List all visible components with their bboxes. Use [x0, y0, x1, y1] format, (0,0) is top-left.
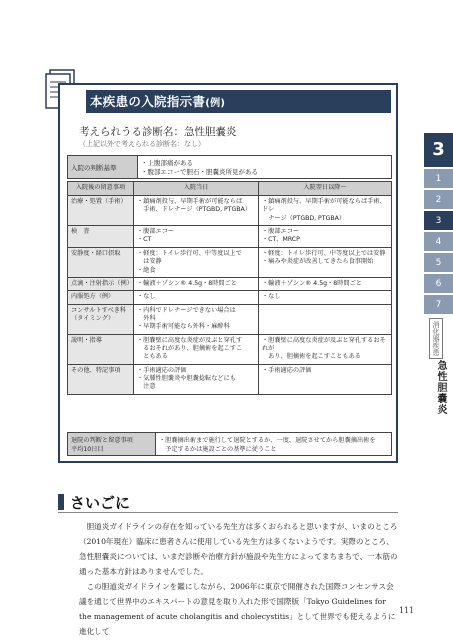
table-row — [68, 247, 392, 277]
chapter-number-tab[interactable]: 3 — [424, 210, 453, 230]
chapter-number-tab[interactable]: 7 — [424, 294, 453, 314]
section-title: さいごに — [70, 494, 131, 512]
criteria-cell — [138, 156, 392, 179]
category-label: 消化器疾患 — [429, 318, 443, 359]
following-days-cell — [259, 304, 392, 334]
cell-line: ・手術適応の評価 — [262, 366, 312, 374]
criteria-head: 入院の判断基準 — [68, 156, 138, 179]
following-days-cell — [259, 247, 392, 277]
cell-line: ・気腫性胆嚢炎や胆嚢捻転などにも — [137, 375, 236, 383]
row-head: 安静度・経口摂取 — [68, 247, 134, 277]
following-days-cell — [259, 291, 392, 304]
chapter-number-tab[interactable]: 2 — [424, 189, 453, 209]
row-head: 検 査 — [68, 226, 134, 248]
cell-line: ・痛みや炎症が改善してきたら食事開始 — [262, 258, 374, 266]
cell-line: ともある — [137, 353, 168, 361]
section-bar — [58, 494, 64, 510]
cell-line: ・軽度：トイレ歩行可、中等度以上で — [137, 249, 242, 257]
cell-line: ・CT — [137, 236, 152, 244]
admission-day-cell — [134, 247, 259, 277]
orders-body — [68, 196, 392, 395]
cell-line: ・なし — [137, 293, 156, 301]
discharge-text-line: 予定するかは施設ごとの基準に従うこと — [159, 446, 277, 453]
cell-line: ・輸液＋ゾシン® 4.5g・8時間ごと — [137, 279, 237, 287]
cell-line: ・絶食 — [137, 266, 156, 274]
section-body — [79, 519, 399, 639]
table-row — [68, 364, 392, 394]
admission-day-cell — [134, 291, 259, 304]
table-row — [68, 304, 392, 334]
following-days-cell — [259, 277, 392, 290]
topic-label: 急性胆嚢炎 — [435, 360, 446, 415]
table-row — [68, 291, 392, 304]
cell-line: あり、胆摘術を起こすこともある — [262, 353, 361, 361]
cell-line: 外科 — [137, 314, 156, 322]
cell-line: ・輸液＋ゾシン® 4.5g・8時間ごと — [262, 279, 362, 287]
box-title-text: 本疾患の入院指示書 — [90, 94, 206, 109]
discharge-head-line: 退院の判断と留意事項 — [71, 437, 133, 444]
row-head: 治療・処置（手術） — [68, 196, 134, 226]
row-head: 内服処方（例） — [68, 291, 134, 304]
chapter-number-tab[interactable]: 1 — [424, 168, 453, 188]
page-number: 111 — [399, 606, 415, 615]
cell-line: ・鎮痛剤投与、早期手術が可能ならば — [137, 198, 243, 205]
cell-line: ・胆嚢壁に高度な炎症が及ぶと穿孔するおそれが — [262, 336, 386, 353]
cell-line: ・腹部エコー — [262, 228, 300, 236]
admission-day-cell — [134, 196, 259, 226]
following-days-cell — [259, 334, 392, 364]
paragraph: この胆道炎ガイドラインを鑑にしながら、2006年に東京で開催された国際コンセンサス会議を通じて世界中のエキスパートの意見を取り入れた形で国際版「Tokyo Guidelines for the management of acute cholangitis and cholecystitis」として世界でも使えるように進化して — [79, 582, 396, 636]
chapter-number-tab[interactable]: 4 — [424, 231, 453, 251]
criteria-item: ・上腹部痛がある — [141, 159, 193, 167]
admission-day-cell — [134, 304, 259, 334]
cell-line: は安静 — [137, 258, 162, 266]
row-head: 点滴・注射指示（例） — [68, 277, 134, 290]
table-row — [68, 334, 392, 364]
cell-line: ・CT、MRCP — [262, 236, 300, 244]
admission-day-cell — [134, 334, 259, 364]
discharge-table — [67, 432, 392, 456]
cell-line: ・なし — [262, 293, 281, 301]
row-head: 説明・指導 — [68, 334, 134, 364]
diagnosis-title: 考えられうる診断名：急性胆嚢炎 — [79, 126, 237, 138]
cell-line: ・軽度：トイレ歩行可、中等度以上では安静 — [262, 249, 386, 257]
table-row — [68, 277, 392, 290]
following-days-cell — [259, 364, 392, 394]
cell-line: 注意 — [137, 383, 156, 391]
orders-header: 入院翌日以降〜 — [259, 182, 392, 196]
discharge-head-line: 平均10日目 — [71, 446, 104, 453]
orders-header: 入院当日 — [134, 182, 259, 196]
orders-table — [67, 181, 392, 395]
following-days-cell — [259, 196, 392, 226]
discharge-head — [68, 433, 156, 456]
cell-line: 手術、ドレナージ（PTGBD, PTGBA） — [137, 206, 251, 214]
cell-line: ナージ（PTGBD, PTGBA） — [262, 214, 346, 222]
orders-header: 入院後の留意事項 — [68, 182, 134, 196]
cell-line: ・早期手術可能なら外科・麻酔科 — [137, 323, 230, 331]
row-head: その他、特記事項 — [68, 364, 134, 394]
paragraph: 胆道炎ガイドラインの存在を知っている先生方は多くおられると思いますが、いまのところ（2010年現在）臨床に患者さんに使用している先生方は多くないようです。実際のところ、急性胆嚢炎については、いまだ診断や治療方針が施設や先生方によってまちまちで、一本筋の通った基本方針はありませんでした。 — [79, 522, 398, 576]
cell-line: ・腹部エコー — [137, 228, 175, 236]
chapter-number-tab[interactable]: 6 — [424, 273, 453, 293]
discharge-text-line: ・胆嚢摘出術まで施行して退院とするか、一度、退院させてから胆嚢摘出術を — [159, 437, 376, 444]
table-row — [68, 196, 392, 226]
cell-line: るおそれがあり、胆摘術を起こすこ — [137, 345, 243, 353]
admission-day-cell — [134, 226, 259, 248]
chapter-number-tab[interactable]: 5 — [424, 252, 453, 272]
cell-line: ・手術適応の評価 — [137, 366, 187, 374]
row-head: コンサルトすべき科（タイミング） — [68, 304, 134, 334]
following-days-cell — [259, 226, 392, 248]
box-title — [86, 90, 391, 113]
box-title-suffix: (例) — [205, 98, 226, 109]
discharge-text — [156, 433, 392, 456]
cell-line: ・鎮痛剤投与、早期手術が可能ならば手術、ドレ — [262, 198, 386, 214]
diagnosis-subtitle: （上記以外で考えられる診断名：なし） — [79, 140, 205, 148]
criteria-table — [67, 155, 392, 179]
section-divider — [58, 512, 398, 513]
admission-day-cell — [134, 277, 259, 290]
criteria-item: ・腹部エコーで胆石・胆嚢炎所見がある — [141, 168, 258, 176]
admission-day-cell — [134, 364, 259, 394]
table-row — [68, 226, 392, 248]
cell-line: ・胆嚢壁に高度な炎症が及ぶと穿孔す — [137, 336, 243, 344]
cell-line: ・内科でドレナージできない場合は — [137, 306, 236, 314]
chapter-tab[interactable]: 3 — [424, 133, 453, 167]
